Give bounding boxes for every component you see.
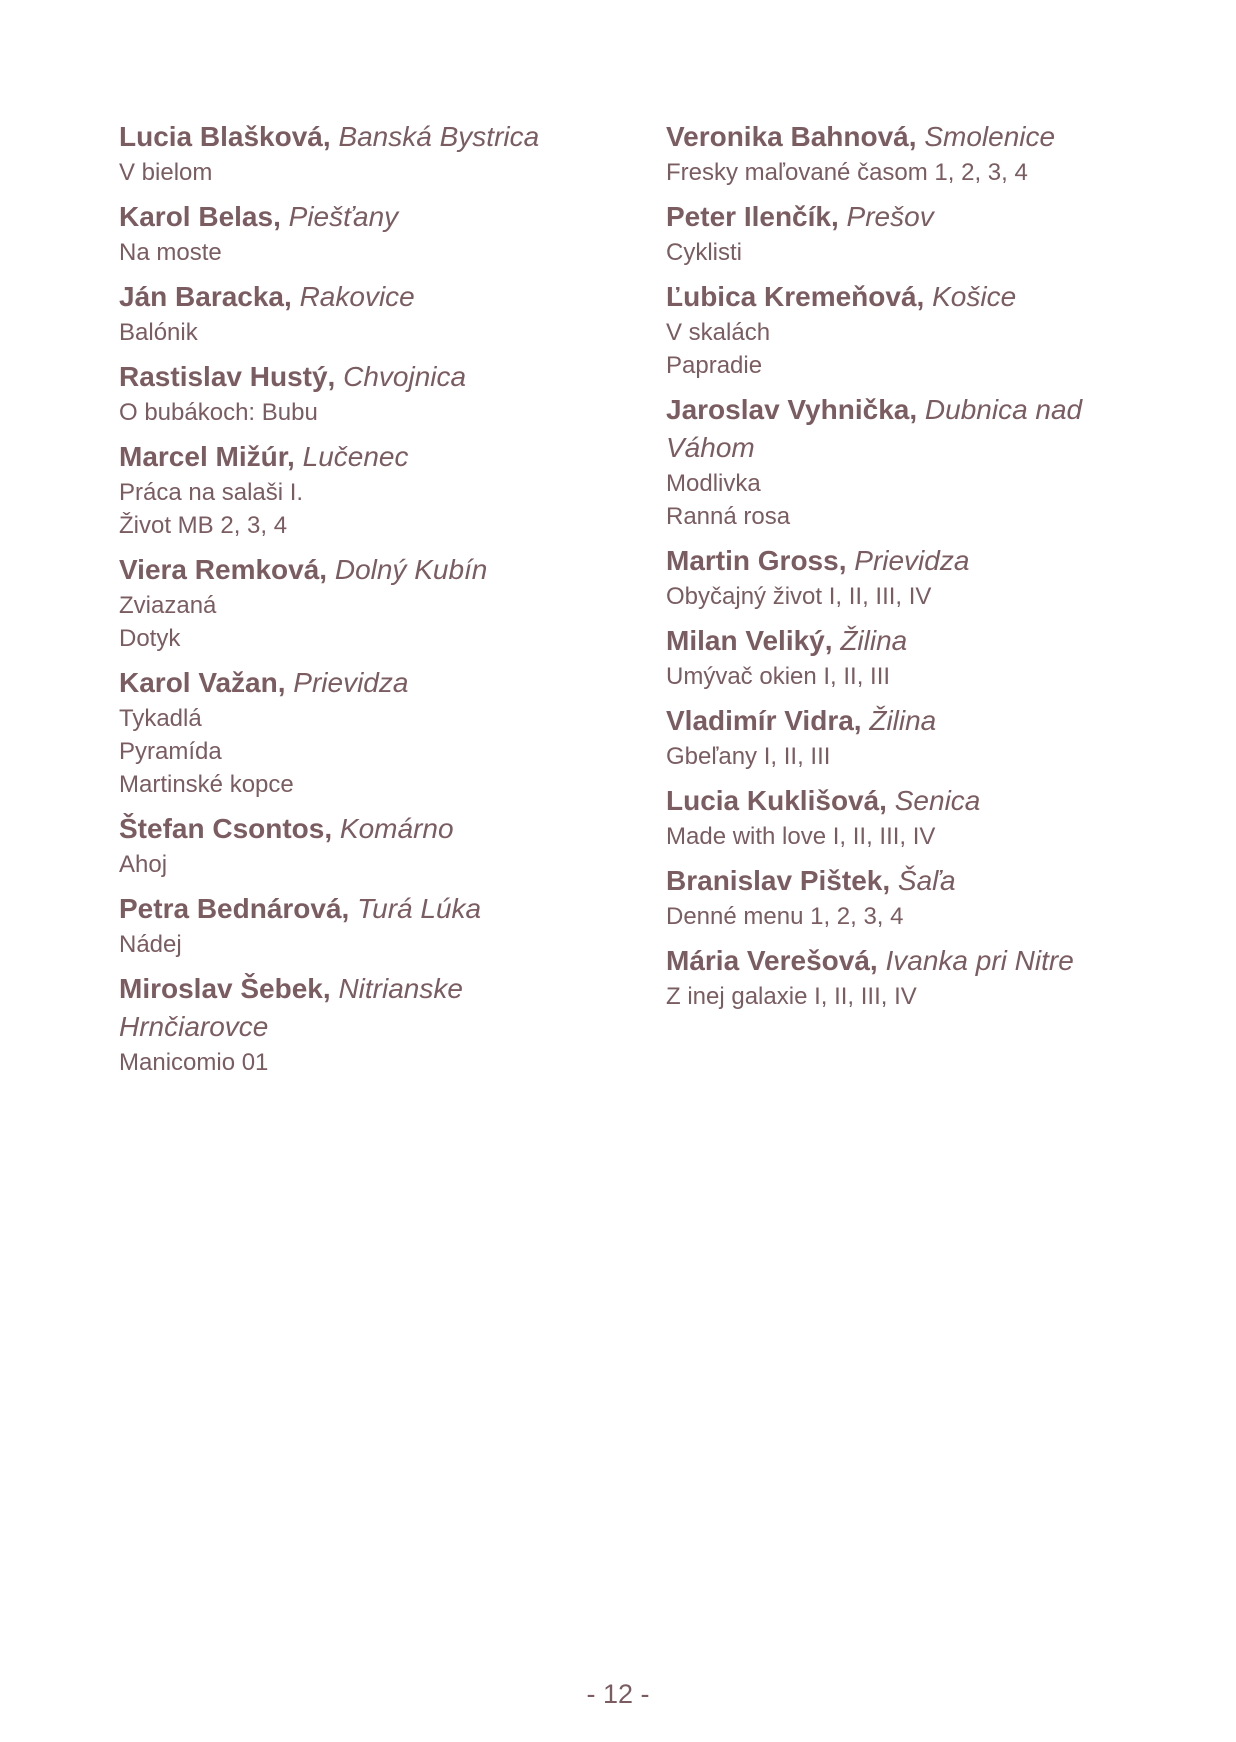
work-title: O bubákoch: Bubu [119,399,318,426]
work-title: Pyramída [119,738,222,765]
work-title: Made with love I, II, III, IV [666,823,936,850]
work-title: Život MB 2, 3, 4 [119,512,288,539]
works-list [119,396,589,429]
author-name: Štefan Csontos, [119,813,333,844]
works-list [666,660,1126,693]
work-title: V skalách [666,319,771,346]
author-name: Viera Remková, [119,554,328,585]
author-name: Peter Ilenčík, [666,201,839,232]
artist-entry [666,622,1126,693]
works-list [119,156,589,189]
entry-heading [666,118,1126,156]
entry-heading [666,862,1126,900]
work-title: Zviazaná [119,592,217,619]
works-list [119,1046,589,1079]
works-list [119,236,589,269]
author-location: Dolný Kubín [334,554,488,585]
work-title: Martinské kopce [119,771,294,798]
artist-entry [119,810,589,881]
artist-entry [666,391,1126,533]
author-name: Vladimír Vidra, [666,705,862,736]
work-title: Ranná rosa [666,503,791,530]
works-list [666,980,1126,1013]
author-location: Rakovice [299,281,415,312]
entry-heading [666,782,1126,820]
artist-entry [666,198,1126,269]
author-name: Jaroslav Vyhnička, [666,394,918,425]
author-location: Žilina [840,625,908,656]
artist-entry [119,551,589,655]
artist-entry [666,942,1126,1013]
works-list [666,156,1126,189]
works-list [666,900,1126,933]
work-title: Z inej galaxie I, II, III, IV [666,983,917,1010]
work-title: Balónik [119,319,198,346]
author-location: Komárno [339,813,454,844]
author-name: Martin Gross, [666,545,847,576]
works-list [119,702,589,801]
works-list [666,236,1126,269]
work-title: Fresky maľované časom 1, 2, 3, 4 [666,159,1028,186]
works-list [119,476,589,542]
author-name: Lucia Kuklišová, [666,785,887,816]
left-column [119,118,589,1088]
entry-heading [119,358,589,396]
work-title: Manicomio 01 [119,1049,269,1076]
artist-entry [119,970,589,1079]
work-title: Tykadlá [119,705,202,732]
author-location: Turá Lúka [357,893,482,924]
entry-heading [666,198,1126,236]
author-location: Šaľa [897,865,956,896]
work-title: Na moste [119,239,222,266]
author-name: Miroslav Šebek, [119,973,331,1004]
entry-heading [119,438,589,476]
entry-heading [119,970,589,1046]
author-location: Košice [932,281,1017,312]
author-name: Milan Veliký, [666,625,833,656]
author-location: Ivanka pri Nitre [885,945,1074,976]
author-name: Branislav Pištek, [666,865,891,896]
author-location: Prievidza [293,667,409,698]
works-list [666,580,1126,613]
author-location: Žilina [869,705,937,736]
author-name: Veronika Bahnová, [666,121,917,152]
artist-entry [666,702,1126,773]
works-list [119,316,589,349]
artist-entry [666,782,1126,853]
artist-entry [119,358,589,429]
artist-entry [666,118,1126,189]
works-list [666,740,1126,773]
work-title: Obyčajný život I, II, III, IV [666,583,932,610]
artist-entry [119,198,589,269]
works-list [666,820,1126,853]
work-title: Dotyk [119,625,181,652]
author-location: Banská Bystrica [338,121,540,152]
entry-heading [119,890,589,928]
entry-heading [119,664,589,702]
author-name: Ján Baracka, [119,281,292,312]
works-list [119,928,589,961]
entry-heading [666,942,1126,980]
work-title: Ahoj [119,851,168,878]
entry-heading [666,278,1126,316]
author-location: Chvojnica [343,361,467,392]
entry-heading [119,118,589,156]
artist-entry [119,438,589,542]
entry-heading [119,551,589,589]
author-location: Prievidza [854,545,970,576]
work-title: Umývač okien I, II, III [666,663,891,690]
works-list [666,467,1126,533]
author-name: Ľubica Kremeňová, [666,281,925,312]
author-location: Nitrianske Hrnčiarovce [119,973,463,1042]
author-name: Marcel Mižúr, [119,441,295,472]
author-name: Rastislav Hustý, [119,361,336,392]
artist-entry [666,278,1126,382]
work-title: Modlivka [666,470,761,497]
artist-entry [119,664,589,801]
author-name: Karol Važan, [119,667,286,698]
artist-entry [119,118,589,189]
work-title: Cyklisti [666,239,742,266]
works-list [119,848,589,881]
artist-entry [119,890,589,961]
author-name: Petra Bednárová, [119,893,350,924]
work-title: Nádej [119,931,182,958]
author-location: Smolenice [924,121,1056,152]
right-column [666,118,1126,1022]
author-name: Karol Belas, [119,201,281,232]
entry-heading [666,391,1126,467]
entry-heading [666,702,1126,740]
works-list [119,589,589,655]
entry-heading [119,810,589,848]
work-title: Papradie [666,352,763,379]
author-location: Dubnica nad Váhom [666,394,1083,463]
entry-heading [119,278,589,316]
page-number: - 12 - [586,1679,650,1709]
entry-heading [666,542,1126,580]
author-name: Mária Verešová, [666,945,878,976]
entry-heading [666,622,1126,660]
work-title: Práca na salaši I. [119,479,304,506]
artist-entry [119,278,589,349]
author-location: Piešťany [288,201,399,232]
artist-entry [666,542,1126,613]
author-location: Lučenec [302,441,409,472]
author-location: Senica [894,785,981,816]
entry-heading [119,198,589,236]
author-name: Lucia Blašková, [119,121,331,152]
work-title: V bielom [119,159,213,186]
author-location: Prešov [846,201,934,232]
work-title: Gbeľany I, II, III [666,743,831,770]
artist-entry [666,862,1126,933]
works-list [666,316,1126,382]
work-title: Denné menu 1, 2, 3, 4 [666,903,904,930]
